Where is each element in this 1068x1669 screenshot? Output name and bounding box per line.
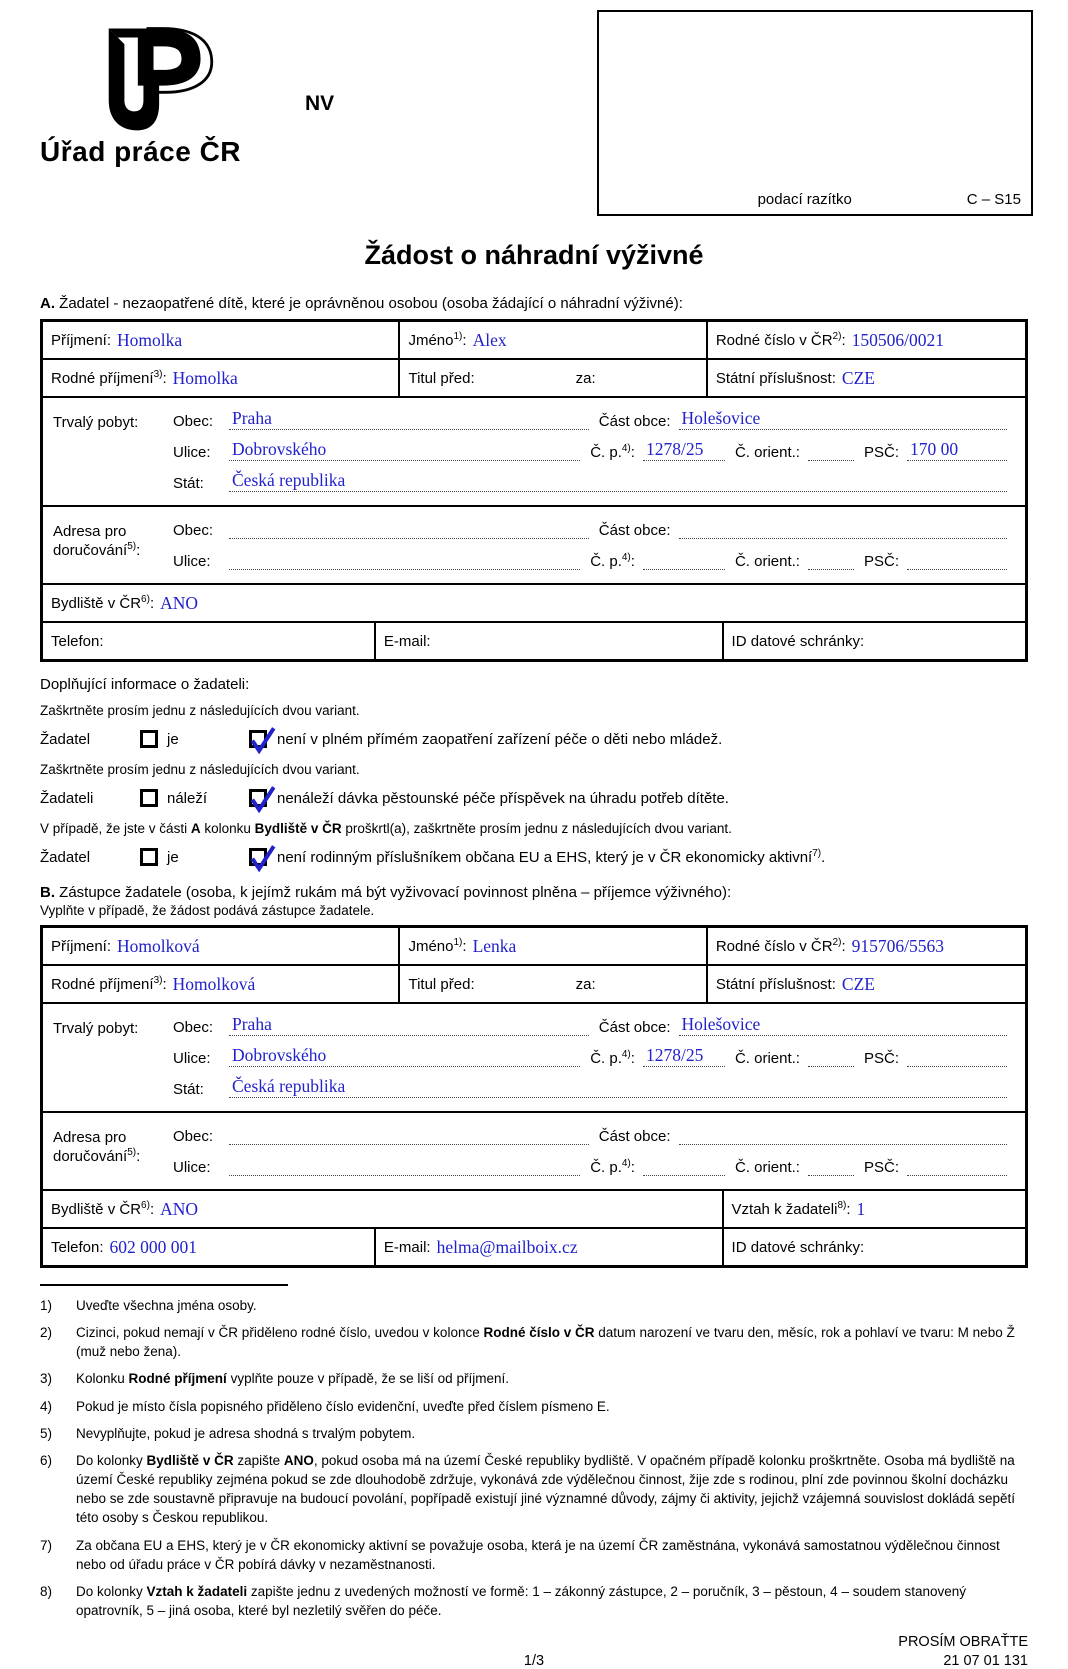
cell-telefon-b — [43, 1229, 374, 1265]
label-telefon: Telefon: — [51, 632, 104, 650]
label-c-orient: Č. orient.: — [734, 1159, 800, 1176]
input-bydliste-a[interactable]: ANO — [160, 592, 199, 613]
footnote-5: 5) Nevyplňujte, pokud je adresa shodná s trvalým pobytem. — [40, 1425, 416, 1441]
mailing-address-block-b — [43, 1111, 1025, 1189]
label-rodne-cislo: Rodné číslo v ČR$^{2)}$: — [715, 936, 846, 955]
table-row — [43, 964, 1025, 1002]
input-psc-a[interactable]: 170 00 — [907, 439, 1007, 461]
label-trvaly-pobyt: Trvalý pobyt: — [53, 1020, 139, 1037]
cell-telefon-a — [43, 623, 374, 659]
label-ulice: Ulice: — [173, 1159, 211, 1176]
cell-titul-a — [398, 360, 705, 396]
stamp-label: podací razítko — [757, 191, 852, 208]
check-option1-label: je — [167, 730, 179, 748]
label-jmeno: Jméno$^{1)}$: — [408, 936, 467, 955]
check-subject: Žadatel — [40, 848, 91, 866]
input-statni-prislusnost-a[interactable]: CZE — [841, 367, 875, 388]
label-trvaly-pobyt: Trvalý pobyt: — [53, 414, 139, 431]
label-psc: PSČ: — [863, 1050, 899, 1067]
cell-id-schranky-a — [722, 623, 1025, 659]
input-prijmeni-a[interactable]: Homolka — [117, 329, 183, 350]
cell-email-b — [374, 1229, 722, 1265]
cell-bydliste-a — [43, 585, 1025, 621]
label-obec: Obec: — [173, 413, 214, 430]
urad-prace-logo-icon — [92, 24, 224, 136]
table-row — [43, 1227, 1025, 1265]
form-print-code: 21 07 01 131 — [943, 1653, 1028, 1669]
page-title: Žádost o náhradní výživné — [364, 240, 704, 270]
footnotes — [40, 1296, 1028, 1620]
checkbox-zadateli-nalezi[interactable] — [140, 789, 158, 807]
input-cp-a[interactable]: 1278/25 — [643, 439, 725, 461]
table-row — [43, 583, 1025, 621]
input-psc-b[interactable] — [907, 1045, 1007, 1067]
input-obec-b[interactable]: Praha — [229, 1014, 589, 1036]
input-statni-prislusnost-b[interactable]: CZE — [841, 973, 875, 994]
permanent-address-block-b — [43, 1002, 1025, 1111]
input-ulice-b[interactable]: Dobrovského — [229, 1045, 580, 1067]
label-cp: Č. p.$^{4)}$: — [590, 552, 635, 570]
label-titul-za: za: — [575, 369, 596, 387]
section-a-heading — [40, 295, 1028, 312]
table-row — [43, 358, 1025, 396]
check-option2-label: není v plném přímém zaopatření zařízení péče o děti nebo mládež. — [277, 730, 723, 748]
check-subject: Žadateli — [40, 789, 94, 807]
label-email: E-mail: — [383, 1238, 431, 1256]
stamp-code: C – S15 — [966, 191, 1021, 208]
cell-prijmeni-b — [43, 928, 398, 964]
input-stat-a[interactable]: Česká republika — [229, 470, 1007, 492]
label-ulice: Ulice: — [173, 444, 211, 461]
input-dor-cast-obce-a[interactable] — [679, 517, 1008, 539]
input-vztah-b[interactable]: 1 — [856, 1198, 866, 1219]
label-c-orient: Č. orient.: — [734, 553, 800, 570]
input-dor-ulice-a[interactable] — [229, 548, 580, 570]
cell-rodne-prijmeni-b — [43, 966, 398, 1002]
footnote-3: 3) Kolonku Rodné příjmení vyplňte pouze v případě, že se liší od příjmení. — [40, 1371, 509, 1387]
cell-prijmeni-a — [43, 322, 398, 358]
input-stat-b[interactable]: Česká republika — [229, 1076, 1007, 1098]
label-vztah: Vztah k žadateli$^{8)}$: — [731, 1199, 851, 1218]
label-ulice: Ulice: — [173, 553, 211, 570]
label-bydliste: Bydliště v ČR$^{6)}$: — [51, 593, 155, 612]
cell-statni-prislusnost-a — [706, 360, 1025, 396]
input-rodne-prijmeni-b[interactable]: Homolková — [172, 973, 256, 994]
check-row-3 — [40, 848, 1028, 866]
label-adresa-dorucovani: Adresa pro doručování$^{5)}$: — [53, 523, 141, 559]
label-c-orient: Č. orient.: — [734, 1050, 800, 1067]
cell-id-schranky-b — [722, 1229, 1025, 1265]
header — [40, 0, 1028, 232]
table-row — [43, 1189, 1025, 1227]
input-bydliste-b[interactable]: ANO — [160, 1198, 199, 1219]
input-dor-obec-a[interactable] — [229, 517, 589, 539]
input-dor-cp-a[interactable] — [643, 548, 725, 570]
label-c-orient: Č. orient.: — [734, 444, 800, 461]
checkbox-zadatel-neni-eu[interactable] — [249, 848, 267, 866]
input-rodne-prijmeni-a[interactable]: Homolka — [172, 367, 238, 388]
input-rodne-cislo-b[interactable]: 915706/5563 — [851, 935, 944, 956]
input-cp-b[interactable]: 1278/25 — [643, 1045, 725, 1067]
table-row — [43, 322, 1025, 358]
footnote-8: 8) Do kolonky Vztah k žadateli zapište jednu z uvedených možností ve formě: 1 – zákonný zástupce, 2 – poručník, 3 – pěstoun, 4 – soudem stanovený opatrovník, 5 – jiná osoba, které byl nezletilý svěřen do péče. — [40, 1583, 967, 1619]
label-bydliste: Bydliště v ČR$^{6)}$: — [51, 1199, 155, 1218]
label-statni-prislusnost: Státní příslušnost: — [715, 975, 836, 993]
label-prijmeni: Příjmení: — [51, 937, 112, 955]
label-cp: Č. p.$^{4)}$: — [590, 1049, 635, 1067]
check-instruction-1: Zaškrtněte prosím jednu z následujících dvou variant. — [40, 703, 360, 718]
label-psc: PSČ: — [863, 553, 899, 570]
label-ulice: Ulice: — [173, 1050, 211, 1067]
checkbox-zadatel-neni[interactable] — [249, 730, 267, 748]
cell-jmeno-a — [398, 322, 705, 358]
cell-rodne-cislo-a — [706, 322, 1025, 358]
label-cast-obce: Část obce: — [598, 522, 671, 539]
label-adresa-dorucovani: Adresa pro doručování$^{5)}$: — [53, 1129, 141, 1165]
section-b-heading-text: Zástupce žadatele (osoba, k jejímž rukám má být vyživovací povinnost plněna – příjemce výživného): — [55, 884, 732, 901]
input-dor-cp-b[interactable] — [643, 1154, 725, 1176]
label-prijmeni: Příjmení: — [51, 331, 112, 349]
applicant-table — [40, 319, 1028, 662]
label-titul-pred: Titul před: — [408, 975, 475, 993]
input-email-b[interactable]: helma@mailboix.cz — [436, 1236, 578, 1257]
label-rodne-prijmeni: Rodné příjmení$^{3)}$: — [51, 974, 167, 993]
label-psc: PSČ: — [863, 444, 899, 461]
section-b-letter: B. — [40, 884, 55, 901]
check-option2-label: nenáleží dávka pěstounské péče příspěvek na úhradu potřeb dítěte. — [277, 789, 729, 807]
cell-rodne-cislo-b — [706, 928, 1025, 964]
turn-over-note: PROSÍM OBRAŤTE — [898, 1634, 1028, 1651]
checkbox-zadateli-nenalezi[interactable] — [249, 789, 267, 807]
label-email: E-mail: — [383, 632, 431, 650]
input-jmeno-b[interactable]: Lenka — [472, 935, 517, 956]
label-id-schranky: ID datové schránky: — [731, 632, 865, 650]
section-a-heading-text: Žadatel - nezaopatřené dítě, které je oprávněnou osobou (osoba žádající o náhradní výživné): — [55, 295, 683, 312]
section-b-subtitle: Vyplňte v případě, že žádost podává zástupce žadatele. — [40, 903, 375, 918]
label-rodne-prijmeni: Rodné příjmení$^{3)}$: — [51, 368, 167, 387]
section-b-heading — [40, 884, 1028, 901]
label-cp: Č. p.$^{4)}$: — [590, 443, 635, 461]
input-cast-obce-a[interactable]: Holešovice — [679, 408, 1008, 430]
label-stat: Stát: — [173, 475, 204, 492]
check-row-1 — [40, 730, 1028, 748]
input-dor-cast-obce-b[interactable] — [679, 1123, 1008, 1145]
label-obec: Obec: — [173, 522, 214, 539]
org-name: Úřad práce ČR — [40, 136, 242, 167]
input-dor-c-orient-b[interactable] — [808, 1154, 854, 1176]
check-option1-label: je — [167, 848, 179, 866]
label-cast-obce: Část obce: — [598, 1019, 671, 1036]
check-option1-label: náleží — [167, 789, 208, 807]
cell-rodne-prijmeni-a — [43, 360, 398, 396]
check-instruction-conditional: V případě, že jste v části A kolonku Bydliště v ČR proškrtl(a), zaškrtněte prosím jednu z následujících dvou variant. — [40, 821, 732, 836]
checkbox-zadatel-je[interactable] — [140, 730, 158, 748]
cell-vztah-b — [722, 1191, 1025, 1227]
label-cast-obce: Část obce: — [598, 1128, 671, 1145]
additional-info-heading: Doplňující informace o žadateli: — [40, 676, 250, 693]
input-dor-psc-b[interactable] — [907, 1154, 1007, 1176]
input-dor-obec-b[interactable] — [229, 1123, 589, 1145]
check-instruction-2: Zaškrtněte prosím jednu z následujících dvou variant. — [40, 762, 360, 777]
cell-jmeno-b — [398, 928, 705, 964]
footnote-6: 6) Do kolonky Bydliště v ČR zapište ANO, pokud osoba má na území České republiky bydliště. V opačném případě kolonku proškrtněte. Osoba má bydliště na území České republiky zejména pokud se zde dlouhodobě zdržuje, vykonává zde výdělečnou činnost, žije zde s rodinou, plní zde povinnou školní docházku nebo se zde soustavně připravuje na budoucí povolání, popřípadě existují jiné významné důvody, zájmy či aktivity, jejichž vzájemná souvislost dokládá sepětí této osoby s Českou republikou. — [40, 1452, 1016, 1526]
label-cp: Č. p.$^{4)}$: — [590, 1158, 635, 1176]
cell-statni-prislusnost-b — [706, 966, 1025, 1002]
input-obec-a[interactable]: Praha — [229, 408, 589, 430]
label-titul-pred: Titul před: — [408, 369, 475, 387]
table-row — [43, 928, 1025, 964]
footnote-4: 4) Pokud je místo čísla popisného přiděleno číslo evidenční, uveďte před číslem písmeno E. — [40, 1398, 610, 1414]
check-row-2 — [40, 789, 1028, 807]
input-rodne-cislo-a[interactable]: 150506/0021 — [851, 329, 944, 350]
label-obec: Obec: — [173, 1128, 214, 1145]
label-cast-obce: Část obce: — [598, 413, 671, 430]
cell-email-a — [374, 623, 722, 659]
section-a-letter: A. — [40, 295, 55, 312]
checkmark-icon — [249, 843, 276, 872]
label-statni-prislusnost: Státní příslušnost: — [715, 369, 836, 387]
cell-bydliste-b — [43, 1191, 722, 1227]
footnote-1: 1) Uveďte všechna jména osoby. — [40, 1298, 257, 1313]
permanent-address-block-a — [43, 396, 1025, 505]
checkbox-zadatel-je-eu[interactable] — [140, 848, 158, 866]
label-jmeno: Jméno$^{1)}$: — [408, 330, 467, 349]
checkmark-icon — [249, 784, 276, 813]
label-titul-za: za: — [575, 975, 596, 993]
table-row — [43, 621, 1025, 659]
footnote-2: 2) Cizinci, pokud nemají v ČR přiděleno rodné číslo, uvedou v kolonce Rodné číslo v ČR datum narození ve tvaru den, měsíc, rok a pohlaví ve tvaru: M nebo Ž (muž nebo žena). — [40, 1325, 1015, 1360]
footnote-7: 7) Za občana EU a EHS, který je v ČR ekonomicky aktivní se považuje osoba, která je na území ČR zaměstnána, vykonává samostatnou výdělečnou činnost nebo od úřadu práce v ČR pobírá dávky v nezaměstnanosti. — [40, 1537, 1000, 1572]
footnote-separator — [40, 1284, 288, 1286]
label-psc: PSČ: — [863, 1159, 899, 1176]
input-cast-obce-b[interactable]: Holešovice — [679, 1014, 1008, 1036]
input-jmeno-a[interactable]: Alex — [472, 329, 507, 350]
check-option2-label: není rodinným příslušníkem občana EU a EHS, který je v ČR ekonomicky aktivní$^{7)}$. — [277, 847, 826, 866]
check-subject: Žadatel — [40, 730, 91, 748]
cell-titul-b — [398, 966, 705, 1002]
form-code: NV — [305, 92, 335, 115]
input-ulice-a[interactable]: Dobrovského — [229, 439, 580, 461]
page-number: 1/3 — [523, 1653, 545, 1669]
label-stat: Stát: — [173, 1081, 204, 1098]
page-footer — [40, 1634, 1028, 1669]
filing-stamp-box — [597, 10, 1033, 216]
label-rodne-cislo: Rodné číslo v ČR$^{2)}$: — [715, 330, 846, 349]
input-c-orient-a[interactable] — [808, 439, 854, 461]
input-dor-ulice-b[interactable] — [229, 1154, 580, 1176]
input-prijmeni-b[interactable]: Homolková — [117, 935, 200, 956]
label-obec: Obec: — [173, 1019, 214, 1036]
input-telefon-b[interactable]: 602 000 001 — [109, 1236, 198, 1257]
representative-table — [40, 925, 1028, 1268]
input-dor-c-orient-a[interactable] — [808, 548, 854, 570]
input-dor-psc-a[interactable] — [907, 548, 1007, 570]
label-id-schranky: ID datové schránky: — [731, 1238, 865, 1256]
checkmark-icon — [249, 725, 276, 754]
mailing-address-block-a — [43, 505, 1025, 583]
label-telefon: Telefon: — [51, 1238, 104, 1256]
input-c-orient-b[interactable] — [808, 1045, 854, 1067]
